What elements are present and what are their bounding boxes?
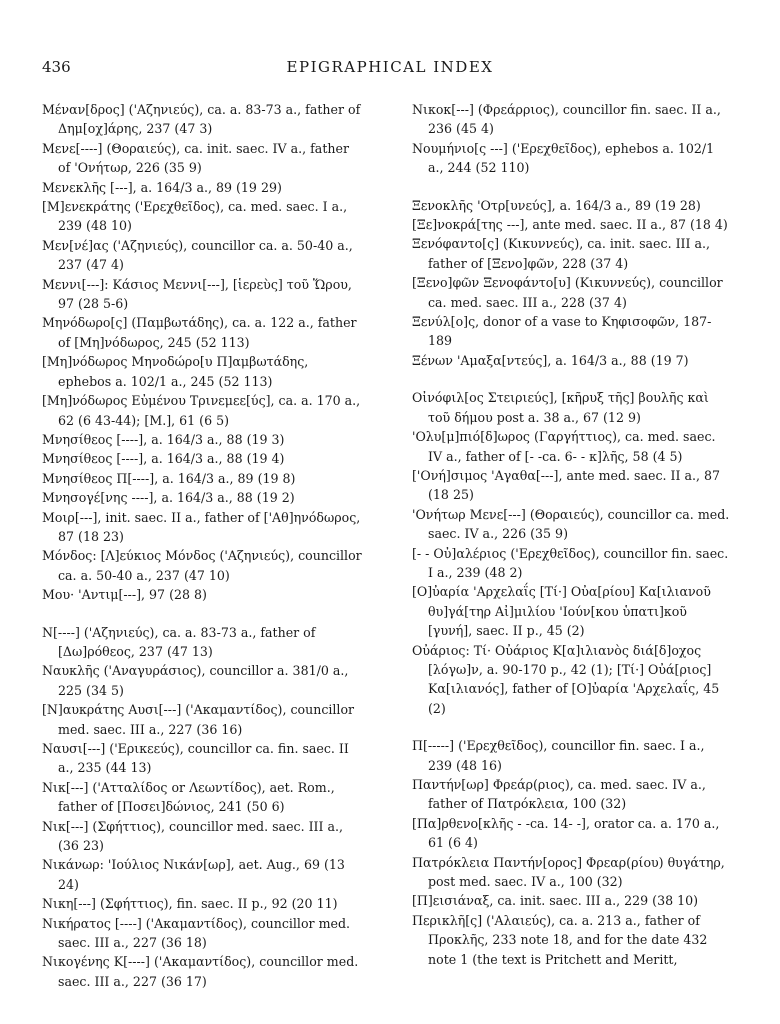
index-entry: Ναυκλῆς ('Αναγυράσιος), councillor a. 381/0 a., 225 (34 5) bbox=[42, 663, 349, 698]
index-entry: Οἰνόφιλ[ος Στειριεύς], [κῆρυξ τῆς] βουλῆς καὶ τοῦ δήμου post a. 38 a., 67 (12 9) bbox=[412, 390, 709, 425]
index-entry: Μνησίθεος [----], a. 164/3 a., 88 (19 4) bbox=[42, 451, 285, 467]
index-entry: Νικάνωρ: 'Ιούλιος Νικάν[ωρ], aet. Aug., 69 (13 24) bbox=[42, 857, 345, 892]
index-entry: Μνησογέ[νης ----], a. 164/3 a., 88 (19 2) bbox=[42, 490, 295, 506]
index-entry: 'Ονήτωρ Μενε[---] (Θοραιεύς), councillor ca. med. saec. IV a., 226 (35 9) bbox=[412, 506, 730, 542]
index-entry: Περικλῆ[ς] ('Αλαιεύς), ca. a. 213 a., father of Προκλῆς, 233 note 18, and for the date 432 note 1 (the text is Pritchett and Meritt, bbox=[412, 912, 708, 967]
index-entry: Οὐάριος: Τί· Οὐάριος Κ[α]ιλιανὸς διά[δ]οχος [λόγω]ν, a. 90-170 p., 42 (1); [Τί·] Οὐά[ριος] Κα[ιλιανός], father of [Ο]ὐαρία 'Αρχελαΐς, 45 (2) bbox=[412, 642, 720, 716]
index-entry: Παντήν[ωρ] Φρεάρ(ριος), ca. med. saec. IV a., father of Πατρόκλεια, 100 (32) bbox=[412, 777, 706, 812]
index-entry: [Π]εισιάναξ, ca. init. saec. III a., 229 (38 10) bbox=[412, 893, 699, 909]
index-entry: Νικ[---] (Σφήττιος), councillor med. saec. III a., (36 23) bbox=[42, 818, 344, 854]
page-header bbox=[0, 58, 780, 82]
index-entry: Νικ[---] ('Ατταλίδος or Λεωντίδος), aet. Rom., father of [Ποσει]δώνιος, 241 (50 6) bbox=[42, 779, 335, 815]
index-entry: Μνησίθεος [----], a. 164/3 a., 88 (19 3) bbox=[42, 431, 285, 447]
index-entry: [Ξενο]φῶν Ξενοφάντο[υ] (Κικυννεύς), councillor ca. med. saec. III a., 228 (37 4) bbox=[412, 275, 723, 310]
index-entry: Μεννι[---]: Κάσιος Μεννι[---], [ἱερεὺς] τοῦ Ὥρου, 97 (28 5-6) bbox=[42, 276, 352, 312]
index-entry: Μέναν[δρος] ('Αζηνιεύς), ca. a. 83-73 a., father of Δημ[οχ]άρης, 237 (47 3) bbox=[42, 102, 361, 137]
index-entry: Νικη[---] (Σφήττιος), fin. saec. II p., 92 (20 11) bbox=[42, 896, 338, 912]
index-entry: 'Ολυ[μ]πιό[δ]ωρος (Γαργήττιος), ca. med. saec. IV a., father of [- -ca. 6- - κ]λῆς, 58 (4 5) bbox=[412, 429, 716, 464]
index-entry: Μνησίθεος Π[----], a. 164/3 a., 89 (19 8) bbox=[42, 470, 296, 486]
index-entry: Ξενύλ[ο]ς, donor of a vase to Κηφισοφῶν, 187-189 bbox=[412, 314, 712, 349]
index-entry: [Πα]ρθενο[κλῆς - -ca. 14- -], orator ca. a. 170 a., 61 (6 4) bbox=[412, 815, 720, 851]
index-entry: [Μη]νόδωρος Μηνοδώρο[υ Π]αμβωτάδης, ephebos a. 102/1 a., 245 (52 113) bbox=[42, 354, 309, 389]
index-entry: Μόνδος: [Λ]εύκιος Μόνδος ('Αζηνιεύς), councillor ca. a. 50-40 a., 237 (47 10) bbox=[42, 548, 362, 583]
index-entry: Μου· 'Αντιμ[---], 97 (28 8) bbox=[42, 587, 207, 603]
section-gap bbox=[412, 178, 732, 196]
index-entry: Ξένων 'Αμαξα[ντεύς], a. 164/3 a., 88 (19 7) bbox=[412, 352, 689, 368]
index-entry: Νουμήνιο[ς ---] ('Ερεχθεῖδος), ephebos a. 102/1 a., 244 (52 110) bbox=[412, 140, 715, 176]
index-entry: Μοιρ[---], init. saec. II a., father of ['Αθ]ηνόδωρος, 87 (18 23) bbox=[42, 509, 361, 544]
index-entry: Νικογένης Κ[----] ('Ακαμαντίδος), councillor med. saec. III a., 227 (36 17) bbox=[42, 954, 359, 989]
right-column bbox=[412, 100, 732, 969]
index-entry: Μηνόδωρο[ς] (Παμβωτάδης), ca. a. 122 a., father of [Μη]νόδωρος, 245 (52 113) bbox=[42, 315, 357, 350]
left-column bbox=[42, 100, 362, 991]
index-entry: [Μ]ενεκράτης ('Ερεχθεῖδος), ca. med. saec. I a., 239 (48 10) bbox=[42, 199, 348, 234]
page-number: 436 bbox=[42, 58, 71, 76]
index-entry: Μεν[νέ]ας ('Αζηνιεύς), councillor ca. a. 50-40 a., 237 (47 4) bbox=[42, 237, 353, 273]
index-entry: Ναυσι[---] ('Ερικεεύς), councillor ca. fin. saec. II a., 235 (44 13) bbox=[42, 741, 349, 776]
index-entry: Νικήρατος [----] ('Ακαμαντίδος), councillor med. saec. III a., 227 (36 18) bbox=[42, 915, 351, 951]
running-title: EPIGRAPHICAL INDEX bbox=[286, 58, 494, 76]
index-entry: Ξενόφαντο[ς] (Κικυννεύς), ca. init. saec. III a., father of [Ξενο]φῶν, 228 (37 4) bbox=[412, 236, 711, 271]
index-entry: [- - Οὐ]αλέριος ('Ερεχθεῖδος), councillor fin. saec. I a., 239 (48 2) bbox=[412, 545, 729, 580]
section-gap bbox=[412, 370, 732, 388]
index-entry: ['Ονή]σιμος 'Αγαθα[---], ante med. saec. II a., 87 (18 25) bbox=[412, 467, 721, 503]
index-entry: Ν[----] ('Αζηνιεύς), ca. a. 83-73 a., father of [Δω]ρόθεος, 237 (47 13) bbox=[42, 624, 316, 659]
index-entry: [Ν]αυκράτης Αυσι[---] ('Ακαμαντίδος), councillor med. saec. III a., 227 (36 16) bbox=[42, 702, 355, 737]
index-entry: [Ο]ὐαρία 'Αρχελαΐς [Τί·] Οὐα[ρίου] Κα[ιλιανοῦ θυ]γά[τηρ Αἰ]μιλίου 'Ιούν[κου ὑπατι]κοῦ [γυνή], saec. II p., 45 (2) bbox=[412, 584, 711, 639]
index-entry: Ξενοκλῆς 'Οτρ[υνεύς], a. 164/3 a., 89 (19 28) bbox=[412, 197, 701, 213]
index-entry: [Μη]νόδωρος Εὐμένου Τρινεμεε[ύς], ca. a. 170 a., 62 (6 43-44); [Μ.], 61 (6 5) bbox=[42, 393, 361, 428]
index-entry: Μενεκλῆς [---], a. 164/3 a., 89 (19 29) bbox=[42, 179, 282, 195]
index-entry: Πατρόκλεια Παντήν[ορος] Φρεαρ(ρίου) θυγάτηρ, post med. saec. IV a., 100 (32) bbox=[412, 854, 725, 890]
index-entry: Νικοκ[---] (Φρεάρριος), councillor fin. saec. II a., 236 (45 4) bbox=[412, 102, 721, 137]
index-entry: [Ξε]νοκρά[της ---], ante med. saec. II a., 87 (18 4) bbox=[412, 217, 728, 233]
index-entry: Π[-----] ('Ερεχθεῖδος), councillor fin. saec. I a., 239 (48 16) bbox=[412, 738, 705, 773]
section-gap bbox=[412, 718, 732, 736]
section-gap bbox=[42, 605, 362, 623]
index-entry: Μενε[----] (Θοραιεύς), ca. init. saec. IV a., father of 'Ονήτωρ, 226 (35 9) bbox=[42, 140, 349, 176]
